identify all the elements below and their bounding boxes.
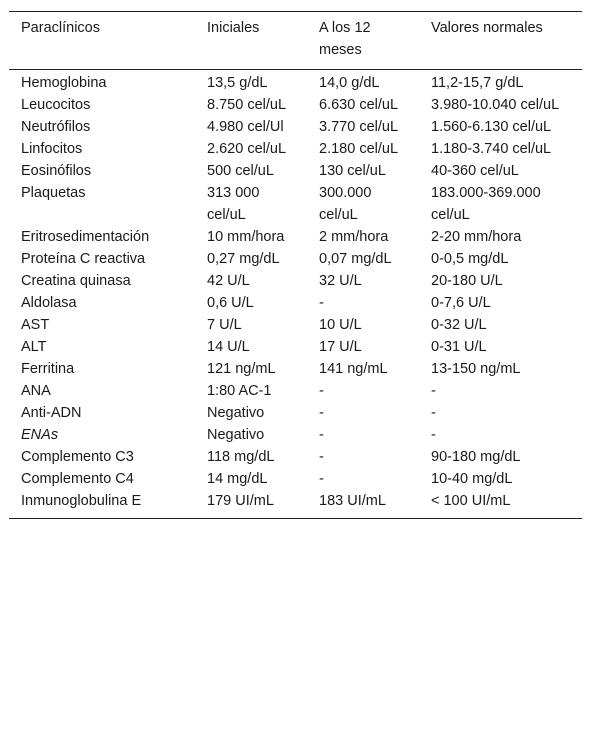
header-iniciales: Iniciales <box>207 20 260 36</box>
table-row <box>9 314 582 336</box>
cell-parameter: ALT <box>21 339 47 355</box>
cell-12-month-value: 17 U/L <box>319 339 362 355</box>
table-row <box>9 138 582 160</box>
cell-initial-value: 121 ng/mL <box>207 361 276 377</box>
cell-initial-value: 313 000 cel/uL <box>207 185 260 223</box>
cell-initial-value: 179 UI/mL <box>207 493 274 509</box>
cell-initial-value: 42 U/L <box>207 273 250 289</box>
cell-12-month-value: - <box>319 295 324 311</box>
cell-normal-range: < 100 UI/mL <box>431 493 511 509</box>
cell-parameter: Proteína C reactiva <box>21 251 146 267</box>
cell-initial-value: Negativo <box>207 405 265 421</box>
table-row <box>9 70 582 95</box>
table-row <box>9 446 582 468</box>
table-row <box>9 358 582 380</box>
cell-12-month-value: 130 cel/uL <box>319 163 386 179</box>
cell-normal-range: 40-360 cel/uL <box>431 163 519 179</box>
cell-parameter: Inmunoglobulina E <box>21 493 142 509</box>
cell-parameter: Neutrófilos <box>21 119 91 135</box>
table-row <box>9 182 582 226</box>
cell-parameter: Creatina quinasa <box>21 273 131 289</box>
cell-12-month-value: 6.630 cel/uL <box>319 97 399 113</box>
cell-initial-value: 7 U/L <box>207 317 242 333</box>
table-row <box>9 468 582 490</box>
header-12-meses: A los 12 meses <box>319 20 371 58</box>
cell-initial-value: 118 mg/dL <box>207 449 275 465</box>
cell-initial-value: 13,5 g/dL <box>207 75 268 91</box>
cell-12-month-value: 183 UI/mL <box>319 493 386 509</box>
cell-parameter: Leucocitos <box>21 97 91 113</box>
cell-12-month-value: - <box>319 427 324 443</box>
cell-12-month-value: 10 U/L <box>319 317 362 333</box>
header-row <box>9 12 582 70</box>
cell-initial-value: 0,27 mg/dL <box>207 251 280 267</box>
cell-12-month-value: 0,07 mg/dL <box>319 251 392 267</box>
lab-results-table <box>9 11 582 519</box>
cell-parameter: Eosinófilos <box>21 163 92 179</box>
cell-parameter: Anti-ADN <box>21 405 82 421</box>
cell-12-month-value: 3.770 cel/uL <box>319 119 399 135</box>
cell-normal-range: 2-20 mm/hora <box>431 229 522 245</box>
cell-parameter: Complemento C3 <box>21 449 134 465</box>
cell-normal-range: - <box>431 427 436 443</box>
cell-normal-range: - <box>431 405 436 421</box>
cell-normal-range: 3.980-10.040 cel/uL <box>431 97 560 113</box>
cell-parameter: Linfocitos <box>21 141 83 157</box>
cell-parameter: Eritrosedimentación <box>21 229 150 245</box>
cell-12-month-value: 32 U/L <box>319 273 362 289</box>
cell-normal-range: 0-0,5 mg/dL <box>431 251 509 267</box>
cell-12-month-value: 141 ng/mL <box>319 361 388 377</box>
cell-12-month-value: 14,0 g/dL <box>319 75 380 91</box>
cell-initial-value: 1:80 AC-1 <box>207 383 272 399</box>
cell-initial-value: 8.750 cel/uL <box>207 97 287 113</box>
table-row <box>9 402 582 424</box>
cell-12-month-value: 2.180 cel/uL <box>319 141 399 157</box>
cell-parameter: Aldolasa <box>21 295 77 311</box>
cell-normal-range: - <box>431 383 436 399</box>
table-row <box>9 424 582 446</box>
table-row <box>9 116 582 138</box>
table-row <box>9 270 582 292</box>
header-valores-normales: Valores normales <box>431 20 543 36</box>
cell-parameter: Complemento C4 <box>21 471 134 487</box>
cell-parameter: ENAs <box>21 427 59 443</box>
cell-normal-range: 10-40 mg/dL <box>431 471 513 487</box>
table-row <box>9 490 582 519</box>
cell-parameter: Plaquetas <box>21 185 86 201</box>
cell-parameter: Hemoglobina <box>21 75 107 91</box>
cell-12-month-value: 2 mm/hora <box>319 229 389 245</box>
cell-initial-value: 14 U/L <box>207 339 250 355</box>
cell-12-month-value: 300.000 cel/uL <box>319 185 372 223</box>
cell-12-month-value: - <box>319 405 324 421</box>
cell-normal-range: 1.180-3.740 cel/uL <box>431 141 552 157</box>
cell-initial-value: 0,6 U/L <box>207 295 254 311</box>
cell-parameter: Ferritina <box>21 361 75 377</box>
table-body <box>9 70 582 519</box>
cell-initial-value: 2.620 cel/uL <box>207 141 287 157</box>
table-row <box>9 94 582 116</box>
cell-normal-range: 0-7,6 U/L <box>431 295 491 311</box>
cell-initial-value: Negativo <box>207 427 265 443</box>
cell-parameter: ANA <box>21 383 51 399</box>
cell-normal-range: 1.560-6.130 cel/uL <box>431 119 552 135</box>
cell-normal-range: 13-150 ng/mL <box>431 361 521 377</box>
cell-normal-range: 90-180 mg/dL <box>431 449 521 465</box>
cell-initial-value: 10 mm/hora <box>207 229 285 245</box>
cell-normal-range: 11,2-15,7 g/dL <box>431 75 524 91</box>
table-row <box>9 160 582 182</box>
cell-initial-value: 500 cel/uL <box>207 163 274 179</box>
cell-initial-value: 4.980 cel/Ul <box>207 119 284 135</box>
cell-initial-value: 14 mg/dL <box>207 471 268 487</box>
table-header <box>9 12 582 70</box>
table-row <box>9 226 582 248</box>
cell-normal-range: 20-180 U/L <box>431 273 503 289</box>
header-paraclinicos: Paraclínicos <box>21 20 100 36</box>
lab-results-table-container <box>9 11 582 519</box>
table-row <box>9 336 582 358</box>
cell-normal-range: 0-31 U/L <box>431 339 487 355</box>
table-row <box>9 248 582 270</box>
cell-12-month-value: - <box>319 471 324 487</box>
table-row <box>9 380 582 402</box>
cell-parameter: AST <box>21 317 50 333</box>
cell-normal-range: 0-32 U/L <box>431 317 487 333</box>
cell-normal-range: 183.000-369.000 cel/uL <box>431 185 541 223</box>
cell-12-month-value: - <box>319 449 324 465</box>
table-row <box>9 292 582 314</box>
cell-12-month-value: - <box>319 383 324 399</box>
